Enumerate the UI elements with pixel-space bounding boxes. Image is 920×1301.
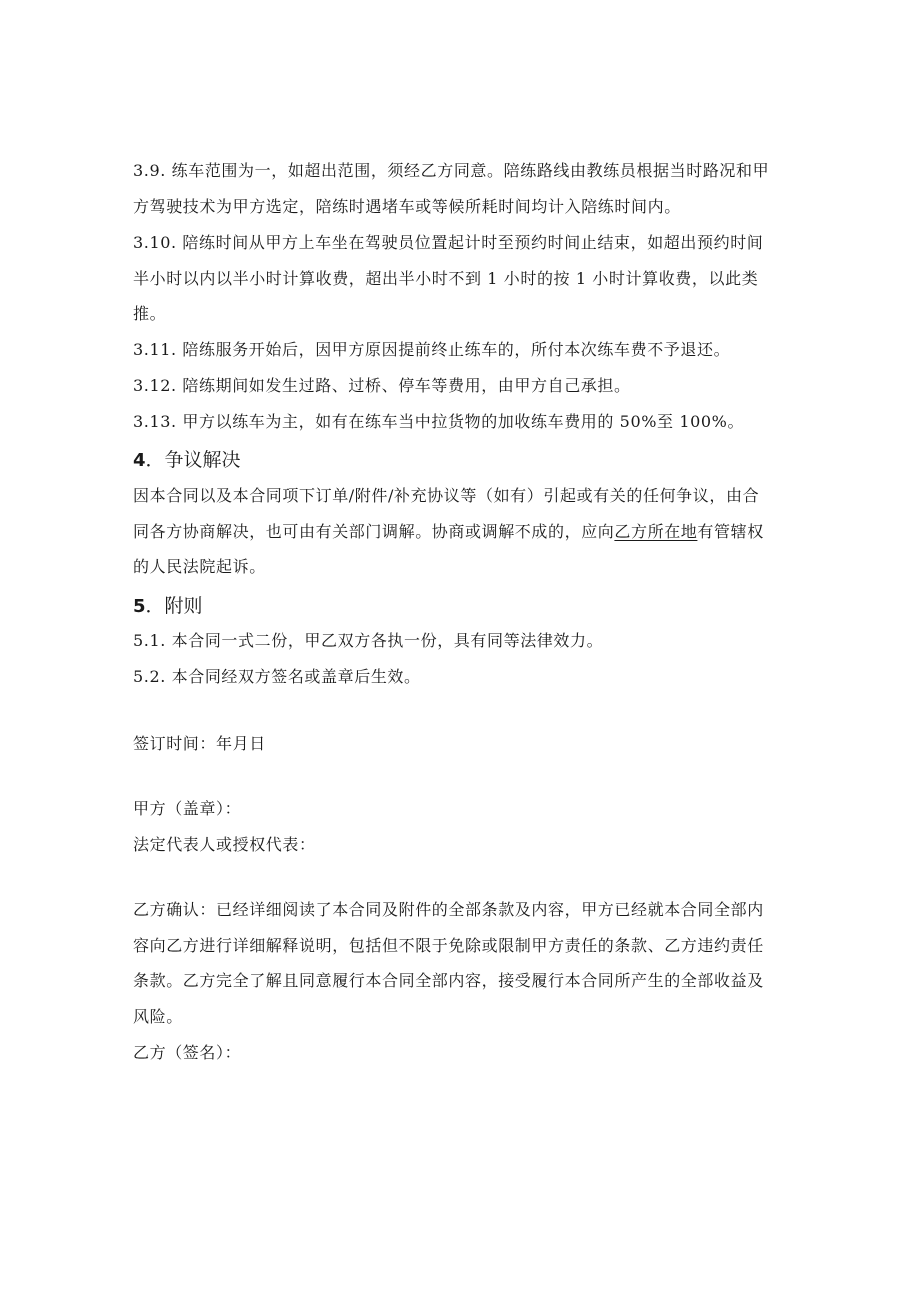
section-4-number: 4	[133, 450, 146, 471]
section-4-line-1: 因本合同以及本合同项下订单/附件/补充协议等（如有）引起或有关的任何争议，由合	[133, 486, 760, 505]
section-5-heading	[133, 594, 203, 619]
clause-3-12: 3.12. 陪练期间如发生过路、过桥、停车等费用，由甲方自己承担。	[133, 376, 631, 395]
clause-3-10-line-1: 3.10. 陪练时间从甲方上车坐在驾驶员位置起计时至预约时间止结束，如超出预约时间	[133, 233, 764, 252]
party-a-seal: 甲方（盖章）：	[133, 799, 242, 818]
clause-3-9-line-2: 方驾驶技术为甲方选定，陪练时遇堵车或等候所耗时间均计入陪练时间内。	[133, 197, 681, 216]
section-4-title: ．争议解决	[145, 449, 241, 471]
section-4-line-2	[133, 522, 793, 542]
section-4-heading	[133, 448, 241, 473]
party-b-confirmation-line-2: 容向乙方进行详细解释说明，包括但不限于免除或限制甲方责任的条款、乙方违约责任	[133, 936, 764, 955]
signing-time: 签订时间：年月日	[133, 734, 266, 753]
party-b-confirmation-line-1: 乙方确认：已经详细阅读了本合同及附件的全部条款及内容，甲方已经就本合同全部内	[133, 900, 764, 919]
clause-3-10-line-2: 半小时以内以半小时计算收费，超出半小时不到 1 小时的按 1 小时计算收费，以此类	[133, 269, 759, 288]
party-b-confirmation-line-3: 条款。乙方完全了解且同意履行本合同全部内容，接受履行本合同所产生的全部收益及	[133, 971, 764, 990]
party-b-confirmation-line-4: 风险。	[133, 1007, 183, 1026]
clause-5-1: 5.1. 本合同一式二份，甲乙双方各执一份，具有同等法律效力。	[133, 631, 604, 650]
clause-3-10-line-3: 推。	[133, 304, 167, 323]
section-4-line-2-text: 同各方协商解决，也可由有关部门调解。协商或调解不成的，应向	[133, 522, 615, 541]
clause-3-13: 3.13. 甲方以练车为主，如有在练车当中拉货物的加收练车费用的 50%至 100%。	[133, 412, 745, 431]
clause-3-11: 3.11. 陪练服务开始后，因甲方原因提前终止练车的，所付本次练车费不予退还。	[133, 340, 731, 359]
section-4-line-2-end: 有管辖权	[697, 522, 764, 541]
clause-3-9-line-1: 3.9. 练车范围为一，如超出范围，须经乙方同意。陪练路线由教练员根据当时路况和甲	[133, 161, 770, 180]
section-5-number: 5	[133, 596, 146, 617]
section-5-title: ．附则	[145, 595, 203, 617]
party-a-representative: 法定代表人或授权代表：	[133, 835, 316, 854]
section-4-line-3: 的人民法院起诉。	[133, 557, 266, 576]
party-b-signature: 乙方（签名）：	[133, 1043, 242, 1062]
jurisdiction-underlined: 乙方所在地	[614, 522, 698, 541]
clause-5-2: 5.2. 本合同经双方签名或盖章后生效。	[133, 667, 421, 686]
